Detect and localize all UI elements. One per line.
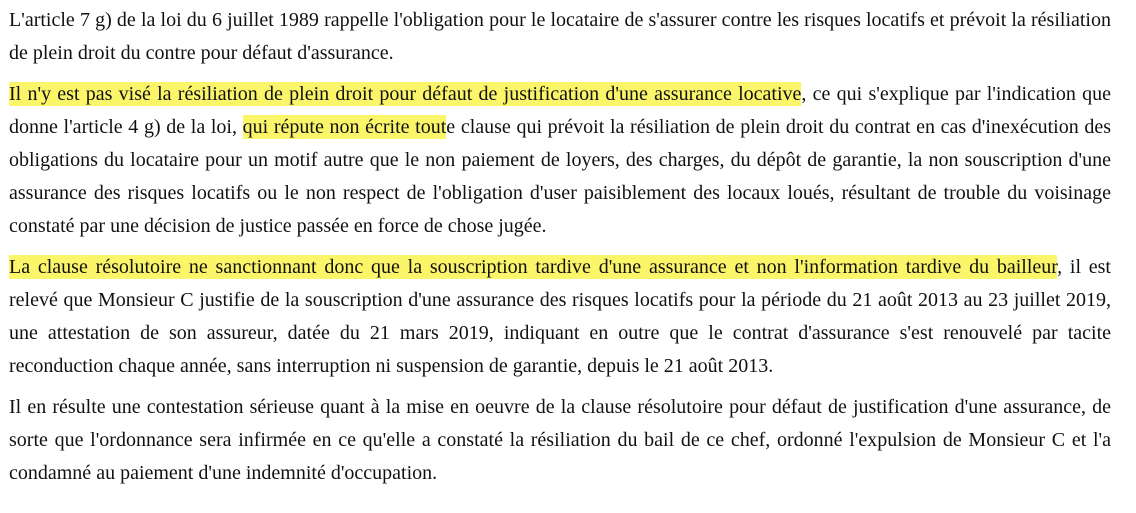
paragraph-4-text: Il en résulte une contestation sérieuse quant à la mise en oeuvre de la clause résolutoire pour défaut de justification d'une assurance, de sorte que l'ordonnance sera infirmée en ce qu'elle a constaté la résiliation du bail de ce chef, ordonné l'expulsion de Monsieur C et l'a condamné au paiement d'une indemnité d'occupation. [9, 396, 1111, 484]
paragraph-2 [9, 78, 1111, 243]
paragraph-1-text: L'article 7 g) de la loi du 6 juillet 1989 rappelle l'obligation pour le locataire de s'assurer contre les risques locatifs et prévoit la résiliation de plein droit du contre pour défaut d'assurance. [9, 9, 1111, 64]
paragraph-1 [9, 4, 1111, 70]
paragraph-2-text-1: , ce qui s'explique par l'indication que donne l'article 4 g) de la loi, [9, 83, 1111, 138]
paragraph-3 [9, 251, 1111, 383]
document-body [9, 4, 1111, 490]
paragraph-3-text-1: , il est relevé que Monsieur C justifie de la souscription d'une assurance des risques locatifs pour la période du 21 août 2013 au 23 juillet 2019, une attestation de son assureur, datée du 21 mars 2019, indiquant en outre que le contrat d'assurance s'est renouvelé par tacite reconduction chaque année, sans interruption ni suspension de garantie, depuis le 21 août 2013. [9, 256, 1111, 377]
paragraph-2-text-2: e clause qui prévoit la résiliation de plein droit du contrat en cas d'inexécution des obligations du locataire pour un motif autre que le non paiement de loyers, des charges, du dépôt de garantie, la non souscription d'une assurance des risques locatifs ou le non respect de l'obligation d'user paisiblement des locaux loués, résultant de trouble du voisinage constaté par une décision de justice passée en force de chose jugée. [9, 116, 1112, 237]
paragraph-4 [9, 391, 1111, 490]
paragraph-2-highlight-1: Il n'y est pas visé la résiliation de plein droit pour défaut de justification d'une assurance locative [9, 83, 802, 105]
paragraph-2-highlight-2: qui répute non écrite tout [242, 116, 447, 138]
paragraph-3-highlight-1: La clause résolutoire ne sanctionnant donc que la souscription tardive d'une assurance et non l'information tardive du bailleur [9, 256, 1058, 278]
